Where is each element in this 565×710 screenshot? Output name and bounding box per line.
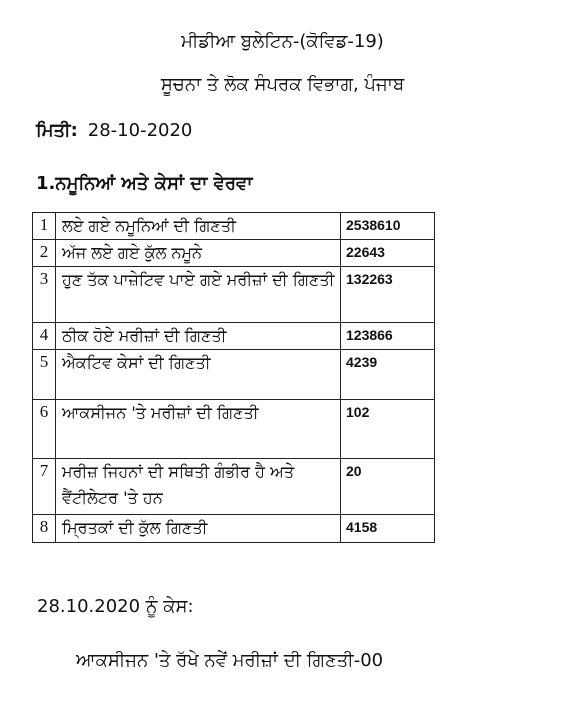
row-label: ਠੀਕ ਹੋਏ ਮਰੀਜ਼ਾਂ ਦੀ ਗਿਣਤੀ: [56, 323, 341, 350]
row-value: 123866: [341, 323, 435, 350]
department-name: ਸੂਚਨਾ ਤੇ ਲੋਕ ਸੰਪਰਕ ਵਿਭਾਗ, ਪੰਜਾਬ: [160, 74, 405, 95]
table-row: [33, 323, 435, 350]
row-number: 2: [33, 240, 56, 267]
row-number: 1: [33, 213, 56, 240]
row-label: ਮ੍ਰਿਤਕਾਂ ਦੀ ਕੁੱਲ ਗਿਣਤੀ: [56, 515, 341, 543]
table-row: [33, 267, 435, 323]
row-value: 20: [341, 459, 435, 515]
new-oxygen-patients: ਆਕਸੀਜਨ 'ਤੇ ਰੱਖੇ ਨਵੇਂ ਮਰੀਜ਼ਾਂ ਦੀ ਗਿਣਤੀ-00: [76, 650, 384, 671]
date-label: ਮਿਤੀ:: [36, 120, 78, 141]
row-value: 4239: [341, 350, 435, 400]
section-title: 1.ਨਮੂਨਿਆਂ ਅਤੇ ਕੇਸਾਂ ਦਾ ਵੇਰਵਾ: [36, 173, 253, 194]
row-value: 102: [341, 400, 435, 459]
row-number: 8: [33, 515, 56, 543]
stats-table: [32, 212, 435, 543]
row-label: ਹੁਣ ਤੱਕ ਪਾਜ਼ੇਟਿਵ ਪਾਏ ਗਏ ਮਰੀਜ਼ਾਂ ਦੀ ਗਿਣਤੀ: [56, 267, 341, 323]
row-label: ਅੱਜ ਲਏ ਗਏ ਕੁੱਲ ਨਮੂਨੇ: [56, 240, 341, 267]
row-label: ਐਕਟਿਵ ਕੇਸਾਂ ਦੀ ਗਿਣਤੀ: [56, 350, 341, 400]
row-label: ਲਏ ਗਏ ਨਮੂਨਿਆਂ ਦੀ ਗਿਣਤੀ: [56, 213, 341, 240]
table-row: [33, 515, 435, 543]
table-row: [33, 459, 435, 515]
table-row: [33, 400, 435, 459]
row-number: 4: [33, 323, 56, 350]
table-row: [33, 213, 435, 240]
cases-date-heading: 28.10.2020 ਨੂੰ ਕੇਸ:: [37, 596, 194, 617]
row-number: 3: [33, 267, 56, 323]
row-value: 132263: [341, 267, 435, 323]
row-value: 2538610: [341, 213, 435, 240]
date-value: 28-10-2020: [87, 120, 193, 141]
row-value: 4158: [341, 515, 435, 543]
row-value: 22643: [341, 240, 435, 267]
row-number: 5: [33, 350, 56, 400]
date-line: [36, 120, 192, 141]
row-number: 7: [33, 459, 56, 515]
row-number: 6: [33, 400, 56, 459]
row-label: ਮਰੀਜ਼ ਜਿਹਨਾਂ ਦੀ ਸਥਿਤੀ ਗੰਭੀਰ ਹੈ ਅਤੇ ਵੈਂਟੀਲੇਟਰ 'ਤੇ ਹਨ: [56, 459, 341, 515]
row-label: ਆਕਸੀਜਨ 'ਤੇ ਮਰੀਜ਼ਾਂ ਦੀ ਗਿਣਤੀ: [56, 400, 341, 459]
table-row: [33, 350, 435, 400]
table-row: [33, 240, 435, 267]
bulletin-title: ਮੀਡੀਆ ਬੁਲੇਟਿਨ-(ਕੋਵਿਡ-19): [181, 31, 384, 52]
